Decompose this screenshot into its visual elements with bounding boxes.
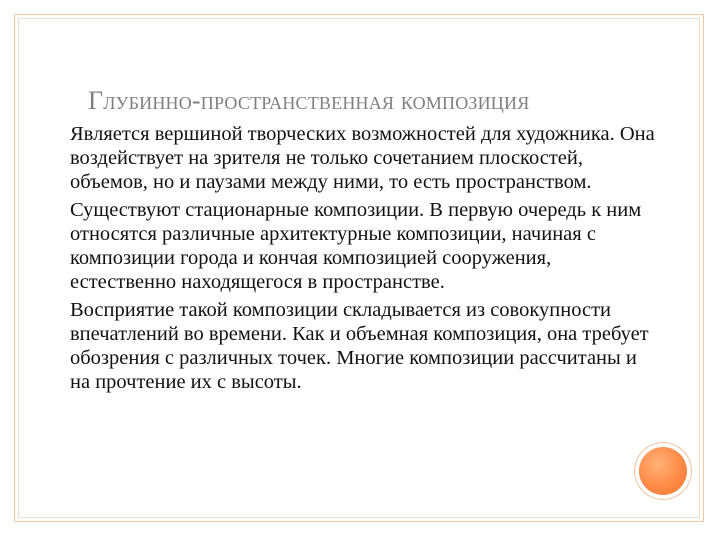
paragraph-3: Восприятие такой композиции складывается из совокупности впечатлений во времени. Как и объемная композиция, она требует обозрения с различных точек. Многие композиции рассчитаны и на прочтение их с высоты. — [70, 299, 649, 393]
paragraph-1: Является вершиной творческих возможностей для художника. Она воздействует на зрителя не только сочетанием плоскостей, объемов, но и паузами между ними, то есть пространством. — [70, 123, 655, 193]
slide-title: Глубинно-пространственная композиция — [88, 86, 530, 115]
decorative-circle — [639, 447, 687, 495]
slide-body — [70, 122, 660, 398]
paragraph-2: Существуют стационарные композиции. В первую очередь к ним относятся различные архитектурные композиции, начиная с композиции города и кончая композицией сооружения, естественно находящегося в пространстве. — [70, 199, 642, 293]
